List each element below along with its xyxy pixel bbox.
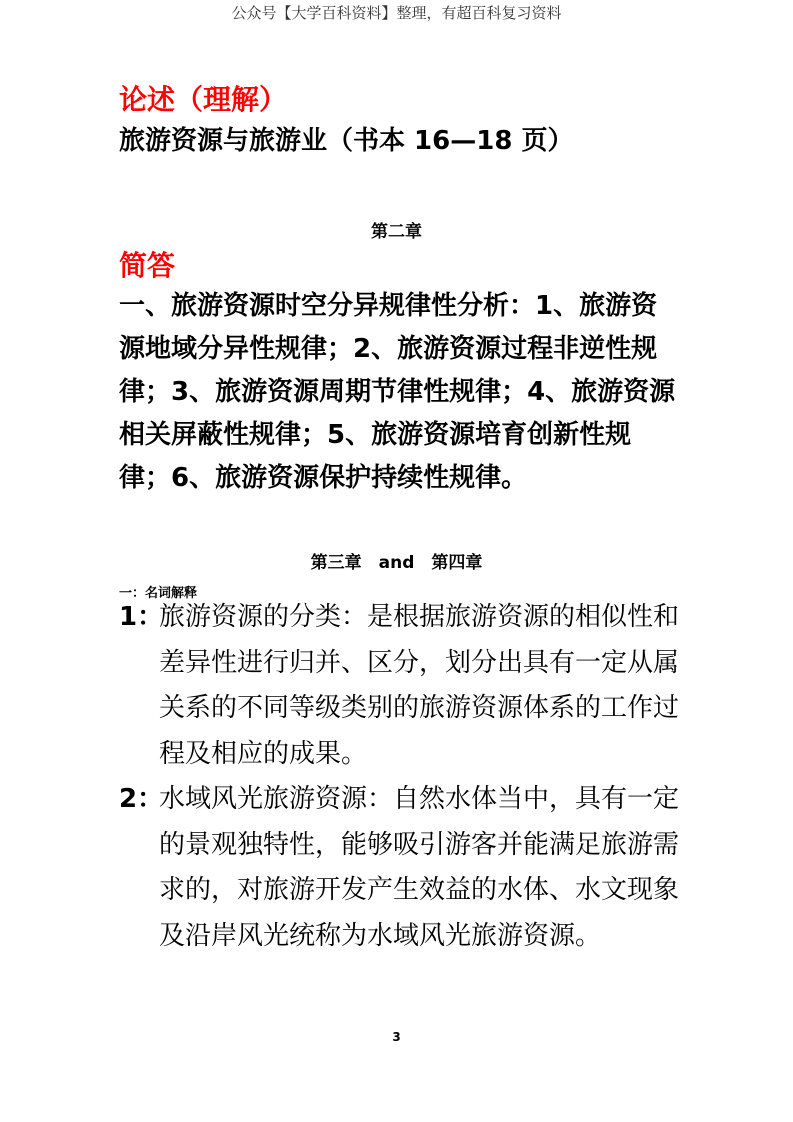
definition-text: 水域风光旅游资源：自然水体当中，具有一定的景观独特性，能够吸引游客并能满足旅游需求的，对旅游开发产生效益的水体、水文现象及沿岸风光统称为水域风光旅游资源。 [159, 784, 680, 951]
section-subheading: 旅游资源与旅游业（书本 16—18 页） [119, 126, 574, 156]
page-number: 3 [392, 1030, 401, 1044]
definition-text: 旅游资源的分类：是根据旅游资源的相似性和差异性进行归并、区分，划分出具有一定从属关系的不同等级类别的旅游资源体系的工作过程及相应的成果。 [159, 602, 680, 769]
term-definition-label: 一：名词解释 [119, 586, 198, 601]
chapter-three-four-label: 第三章 and 第四章 [310, 553, 483, 573]
short-answer-paragraph: 一、旅游资源时空分异规律性分析：1、旅游资源地域分异性规律；2、旅游资源过程非逆性规律；3、旅游资源周期节律性规律；4、旅游资源相关屏蔽性规律；5、旅游资源培育创新性规律；6、旅游资源保护持续性规律。 [119, 291, 676, 493]
header-note: 公众号【大学百科资料】整理，有超百科复习资料 [231, 4, 562, 22]
definition-number: 2： [119, 784, 164, 814]
chapter-two-label: 第二章 [371, 222, 422, 242]
definition-number: 1： [119, 602, 164, 632]
section-heading-discussion: 论述（理解） [119, 83, 288, 116]
definition-item [119, 595, 679, 777]
definition-item [119, 777, 679, 959]
short-answer-heading: 简答 [119, 249, 176, 282]
